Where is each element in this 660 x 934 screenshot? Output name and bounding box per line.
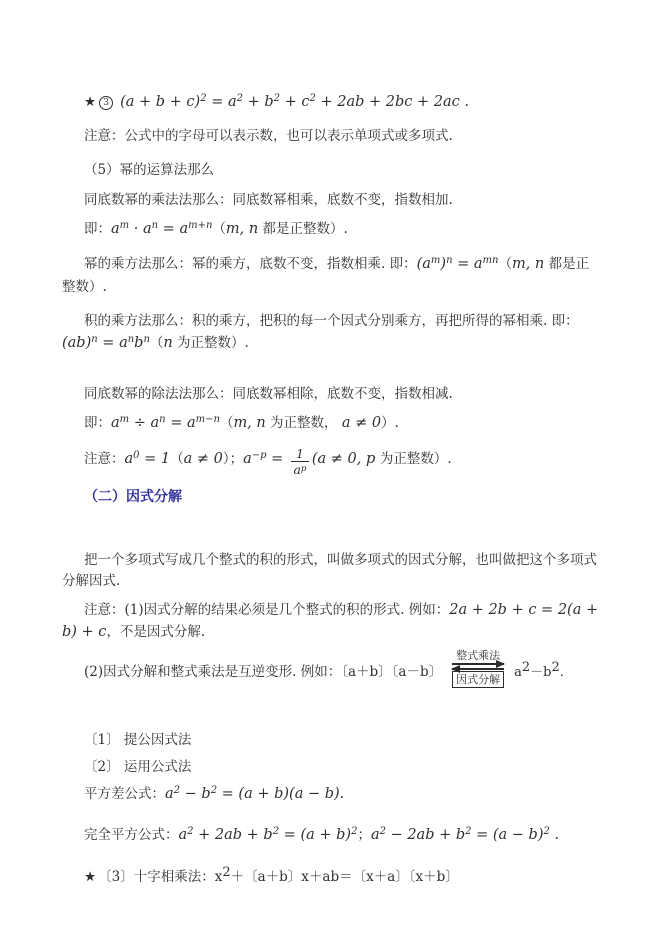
note-zero-negative-exponent: [62, 442, 602, 477]
text-part: a: [111, 415, 120, 431]
text-part: 注意：(1)因式分解的结果必须是几个整式的积的形式. 例如：: [84, 602, 450, 618]
text-part: a: [178, 827, 188, 843]
method-formulas: [62, 757, 602, 778]
text-part: − 2ab + b: [385, 827, 466, 843]
exponent: 2: [273, 93, 281, 104]
text-part: ＋〔a＋b〕x＋ab＝〔x＋a〕〔x＋b〕: [230, 869, 459, 885]
text-part: （: [170, 451, 184, 467]
exponent: 2: [543, 826, 550, 837]
exponent: 2: [309, 93, 316, 104]
text-part: + 2ab + 2bc + 2ac .: [315, 94, 469, 110]
text-part: (a: [416, 256, 431, 272]
text-part: （: [219, 415, 234, 431]
rule-same-base-divide: [62, 384, 602, 405]
exponent: 2: [222, 865, 231, 880]
exponent: 2: [379, 826, 386, 837]
exponent: m: [430, 255, 441, 266]
rule-power-of-power: [62, 253, 602, 299]
text-part: − b: [180, 786, 211, 802]
text-part: 为正整数）.: [379, 451, 452, 467]
inverse-transform-diagram: [452, 649, 504, 688]
exponent: n: [91, 334, 98, 345]
text-part: 都是正整数）.: [62, 256, 590, 295]
fraction: [291, 446, 309, 477]
exponent: p: [300, 464, 307, 474]
text-part: （: [212, 221, 226, 237]
exponent: 2: [173, 785, 181, 796]
text-part: （: [149, 335, 164, 351]
text-part: －b: [530, 665, 552, 680]
text-part: 同底数幂的除法法那么：同底数幂相除，底数不变，指数相减.: [84, 386, 453, 402]
text-part: a: [111, 221, 120, 237]
diagram-top-label: 整式乘法: [456, 649, 501, 662]
exponent: n: [446, 255, 453, 266]
exponent: 2: [351, 826, 358, 837]
exponent: m: [119, 220, 130, 231]
exponent: n: [127, 334, 135, 345]
text-part: 积的乘方法那么：积的乘方，把积的每一个因式分别乘方，再把所得的幂相乘. 即：: [84, 313, 579, 329]
text-part: ）；: [222, 451, 244, 467]
exponent: 2: [521, 660, 531, 675]
text-part: 注意：公式中的字母可以表示数，也可以表示单项式或多项式.: [84, 128, 453, 144]
text-part: a: [293, 462, 301, 477]
exponent: 2: [272, 826, 280, 837]
text-part: 即：: [84, 221, 111, 237]
text-part: + b: [242, 94, 274, 110]
text-part: 即：: [84, 415, 111, 431]
text-part: + c: [280, 94, 310, 110]
text-part: a: [124, 451, 134, 467]
fraction-numerator: 1: [291, 446, 309, 462]
text-part: (ab): [62, 335, 92, 351]
text-part: （5）幂的运算法那么: [84, 162, 215, 178]
rule-same-base-multiply: [62, 190, 602, 211]
text-part: (a ≠ 0, p: [311, 451, 380, 467]
exponent: 2: [551, 660, 560, 675]
text-part: a: [514, 665, 522, 680]
text-part: = a: [158, 221, 189, 237]
formula-trinomial-square: [62, 92, 602, 113]
text-part: .: [549, 827, 560, 843]
text-part: 注意：: [84, 451, 125, 467]
formula-perfect-square: [62, 824, 602, 847]
rule-power-of-product: [62, 310, 602, 354]
text-part: 为正整数，: [265, 415, 342, 431]
note-formula-letters: [62, 126, 602, 147]
section-5-power-rules: [62, 160, 602, 181]
exponent: 2: [236, 93, 243, 104]
text-part: ）.: [381, 415, 399, 431]
text-part: 幂的乘方法那么：幂的乘方，底数不变，指数相乘. 即：: [84, 256, 417, 272]
exponent: 2: [210, 785, 218, 796]
text-part: (2)因式分解和整式乘法是互逆变形. 例如：〔a＋b〕〔a－b〕: [84, 664, 443, 680]
text-part: 都是正整数）.: [258, 221, 348, 237]
text-part: + 2ab + b: [193, 827, 273, 843]
exponent: mn: [482, 255, 499, 266]
text-part: = (a − b): [471, 827, 544, 843]
text-part: = a: [97, 335, 128, 351]
text-part: n: [163, 335, 173, 351]
exponent: m+n: [188, 220, 213, 231]
text-part: （: [498, 256, 512, 272]
text-part: 同底数幂的乘法法那么：同底数幂相乘，底数不变，指数相加.: [84, 192, 453, 208]
text-part: = a: [206, 94, 237, 110]
method-common-factor: [62, 730, 602, 751]
text-part: 把一个多项式写成几个整式的积的形式，叫做多项式的因式分解，也叫做把这个多项式分解因式.: [62, 552, 597, 589]
exponent: 0: [133, 450, 140, 461]
text-part: m, n: [225, 221, 259, 237]
exponent: n: [151, 220, 159, 231]
text-part: ★: [84, 869, 99, 885]
text-part: ★: [84, 94, 99, 110]
text-part: = (a + b)(a − b).: [217, 786, 345, 802]
exponent: −p: [251, 450, 267, 461]
note-factorization-1: [62, 599, 602, 643]
text-part: 平方差公式：: [84, 786, 165, 802]
text-part: 2a + 2b + c = 2(a + b) + c: [62, 602, 599, 640]
exponent: m: [119, 414, 130, 425]
text-part: =: [266, 451, 288, 467]
text-part: = 1: [139, 451, 171, 467]
text-part: a: [243, 451, 252, 467]
exponent: 2: [187, 826, 194, 837]
text-part: 完全平方公式：: [84, 827, 179, 843]
exponent: 2: [200, 93, 207, 104]
text-part: （二）因式分解: [84, 489, 182, 505]
text-part: 〔1〕 提公因式法: [84, 732, 192, 748]
text-part: · a: [129, 221, 152, 237]
exponent: n: [159, 414, 166, 425]
exponent: 2: [465, 826, 472, 837]
text-part: ÷ a: [129, 415, 160, 431]
text-part: = (a + b): [279, 827, 352, 843]
text-part: a: [370, 827, 380, 843]
circled-number-icon: 3: [99, 96, 113, 110]
heading-factorization: [62, 487, 602, 508]
fraction-denominator: [291, 462, 309, 477]
diagram-bottom-label: 因式分解: [452, 671, 504, 688]
text-part: a ≠ 0: [183, 451, 223, 467]
def-factorization: [62, 550, 602, 592]
text-part: 〔2〕 运用公式法: [84, 759, 192, 775]
text-part: b: [134, 335, 144, 351]
formula-quotient-of-powers: [62, 413, 602, 434]
arrow-left-icon: [452, 668, 504, 670]
formula-product-of-powers: [62, 219, 602, 240]
text-part: m, n: [511, 256, 545, 272]
note-factorization-2-diagram: [62, 649, 602, 696]
text-part: a: [165, 786, 174, 802]
exponent: m−n: [195, 414, 220, 425]
exponent: n: [143, 334, 150, 345]
text-part: = a: [452, 256, 483, 272]
text-part: a ≠ 0: [341, 415, 382, 431]
text-part: (a + b + c): [120, 94, 201, 110]
formula-cross-multiplication: [62, 867, 602, 888]
text-part: 〔3〕十字相乘法：x: [98, 869, 223, 885]
text-part: = a: [165, 415, 196, 431]
text-part: m, n: [233, 415, 266, 431]
text-part: ，不是因式分解.: [106, 624, 206, 640]
text-part: 为正整数）.: [172, 335, 249, 351]
text-part: ；: [357, 827, 371, 843]
text-part: ): [440, 256, 447, 272]
text-part: .: [559, 665, 564, 680]
formula-difference-of-squares: [62, 783, 602, 806]
